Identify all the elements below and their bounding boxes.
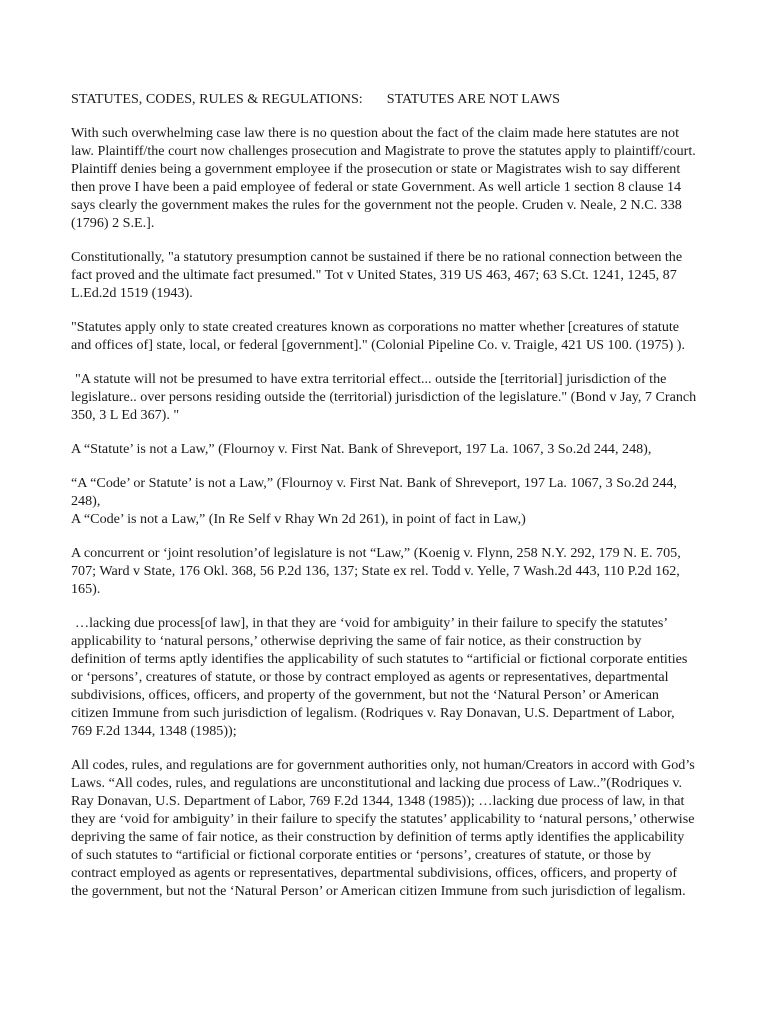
paragraph-tot-v-united-states: Constitutionally, "a statutory presumption cannot be sustained if there be no rational connection between the fact proved and the ultimate fact presumed." Tot v United States, 319 US 463, 467; 63 S.Ct. 1241, 1245, 87 L.Ed.2d 1519 (1943).	[71, 249, 683, 301]
document-body	[71, 90, 697, 916]
heading-left: STATUTES, CODES, RULES & REGULATIONS:	[71, 91, 363, 107]
paragraph-overview: With such overwhelming case law there is no question about the fact of the claim made here statutes are not law. Plaintiff/the court now challenges prosecution and Magistrate to prove the statutes apply to plaintiff/court. Plaintiff denies being a government employee if the prosecution or state or Magistrates wish to say different then prove I have been a paid employee of federal or state Government. As well article 1 section 8 clause 14 says clearly the government makes the rules for the government not the people. Cruden v. Neale, 2 N.C. 338 (1796) 2 S.E.].	[71, 125, 696, 231]
heading-right: STATUTES ARE NOT LAWS	[386, 91, 561, 107]
document-heading	[71, 90, 697, 108]
paragraph-codes-rules-regulations: All codes, rules, and regulations are for government authorities only, not human/Creators in accord with God’s Laws. “All codes, rules, and regulations are unconstitutional and lacking due process of Law..”(Rodriques v. Ray Donavan, U.S. Department of Labor, 769 F.2d 1344, 1348 (1985)); …lacking due process of law, in that they are ‘void for ambiguity’ in their failure to specify the statutes’ applicability to ‘natural persons,’ otherwise depriving the same of fair notice, as their construction by definition of terms aptly identifies the applicability of such statutes to “artificial or fictional corporate entities or ‘persons’, creatures of statute, or those by contract employed as agents or representatives, departmental subdivisions, offices, officers, and property of the government, but not the ‘Natural Person’ or American citizen Immune from such jurisdiction of legalism.	[71, 757, 695, 899]
paragraph-joint-resolution: A concurrent or ‘joint resolution’of legislature is not “Law,” (Koenig v. Flynn, 258 N.Y. 292, 179 N. E. 705, 707; Ward v State, 176 Okl. 368, 56 P.2d 136, 137; State ex rel. Todd v. Yelle, 7 Wash.2d 443, 110 P.2d 162, 165).	[71, 545, 681, 597]
paragraph-colonial-pipeline: "Statutes apply only to state created creatures known as corporations no matter whether [creatures of statute and offices of] state, local, or federal [government]." (Colonial Pipeline Co. v. Traigle, 421 US 100. (1975) ).	[71, 319, 685, 353]
paragraph-statute-not-law: A “Statute’ is not a Law,” (Flournoy v. First Nat. Bank of Shreveport, 197 La. 1067, 3 So.2d 244, 248),	[71, 441, 652, 457]
paragraph-code-not-law: A “Code’ is not a Law,” (In Re Self v Rhay Wn 2d 261), in point of fact in Law,)	[71, 511, 526, 527]
paragraph-bond-v-jay: "A statute will not be presumed to have extra territorial effect... outside the [territorial] jurisdiction of the legislature.. over persons residing outside the (territorial) jurisdiction of the legislature." (Bond v Jay, 7 Cranch 350, 3 L Ed 367). "	[71, 371, 697, 423]
paragraph-due-process: …lacking due process[of law], in that they are ‘void for ambiguity’ in their failure to specify the statutes’ applicability to ‘natural persons,’ otherwise depriving the same of fair notice, as their construction by definition of terms aptly identifies the applicability of such statutes to “artificial or fictional corporate entities or ‘persons’, creatures of statute, or those by contract employed as agents or representatives, departmental subdivisions, offices, officers, and property of the government, but not the ‘Natural Person’ or American citizen Immune from such jurisdiction of legalism. (Rodriques v. Ray Donavan, U.S. Department of Labor, 769 F.2d 1344, 1348 (1985));	[71, 615, 688, 739]
paragraph-code-or-statute: “A “Code’ or Statute’ is not a Law,” (Flournoy v. First Nat. Bank of Shreveport, 197 La. 1067, 3 So.2d 244, 248),	[71, 475, 677, 509]
